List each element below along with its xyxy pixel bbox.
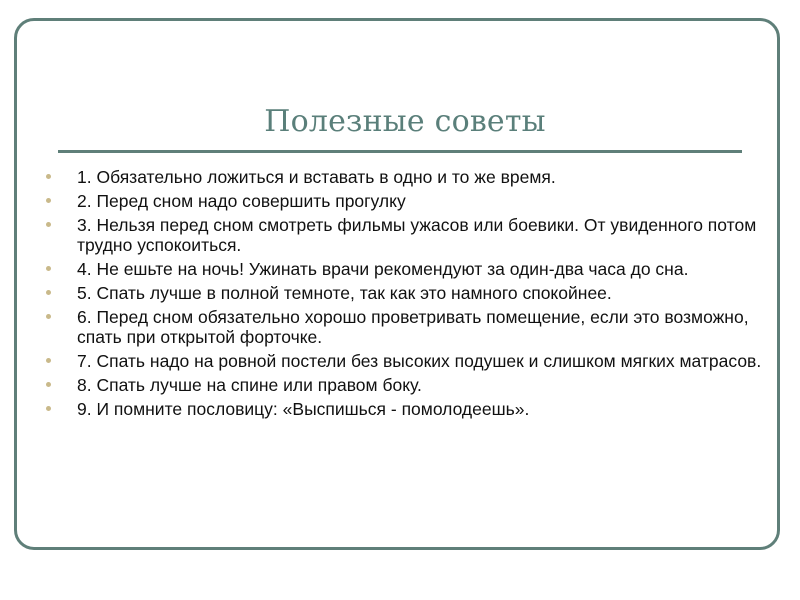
list-item-text: 1. Обязательно ложиться и вставать в одно и то же время.: [77, 167, 556, 187]
list-item: [46, 399, 768, 419]
bullet-dot-icon: [46, 358, 51, 363]
list-item: [46, 307, 768, 347]
list-item-text: 7. Спать надо на ровной постели без высоких подушек и слишком мягких матрасов.: [77, 351, 762, 371]
bullet-dot-icon: [46, 314, 51, 319]
list-item-text: 3. Нельзя перед сном смотреть фильмы ужасов или боевики. От увиденного потом трудно успокоиться.: [77, 215, 757, 255]
list-item-text: 9. И помните пословицу: «Выспишься - помолодеешь».: [77, 399, 530, 419]
list-item: [46, 259, 768, 279]
slide-title: Полезные советы: [264, 104, 546, 139]
bullet-dot-icon: [46, 382, 51, 387]
list-item: [46, 167, 768, 187]
tips-list: [46, 167, 768, 423]
bullet-dot-icon: [46, 174, 51, 179]
title-underline: [58, 150, 742, 153]
list-item-text: 8. Спать лучше на спине или правом боку.: [77, 375, 422, 395]
list-item: [46, 375, 768, 395]
bullet-dot-icon: [46, 290, 51, 295]
bullet-dot-icon: [46, 222, 51, 227]
list-item-text: 2. Перед сном надо совершить прогулку: [77, 191, 406, 211]
list-item: [46, 191, 768, 211]
list-item-text: 4. Не ешьте на ночь! Ужинать врачи рекомендуют за один-два часа до сна.: [77, 259, 689, 279]
list-item: [46, 283, 768, 303]
list-item-text: 5. Спать лучше в полной темноте, так как это намного спокойнее.: [77, 283, 612, 303]
list-item: [46, 351, 768, 371]
bullet-dot-icon: [46, 198, 51, 203]
bullet-dot-icon: [46, 266, 51, 271]
list-item: [46, 215, 768, 255]
bullet-dot-icon: [46, 406, 51, 411]
list-item-text: 6. Перед сном обязательно хорошо проветривать помещение, если это возможно, спать при открытой форточке.: [77, 307, 749, 347]
